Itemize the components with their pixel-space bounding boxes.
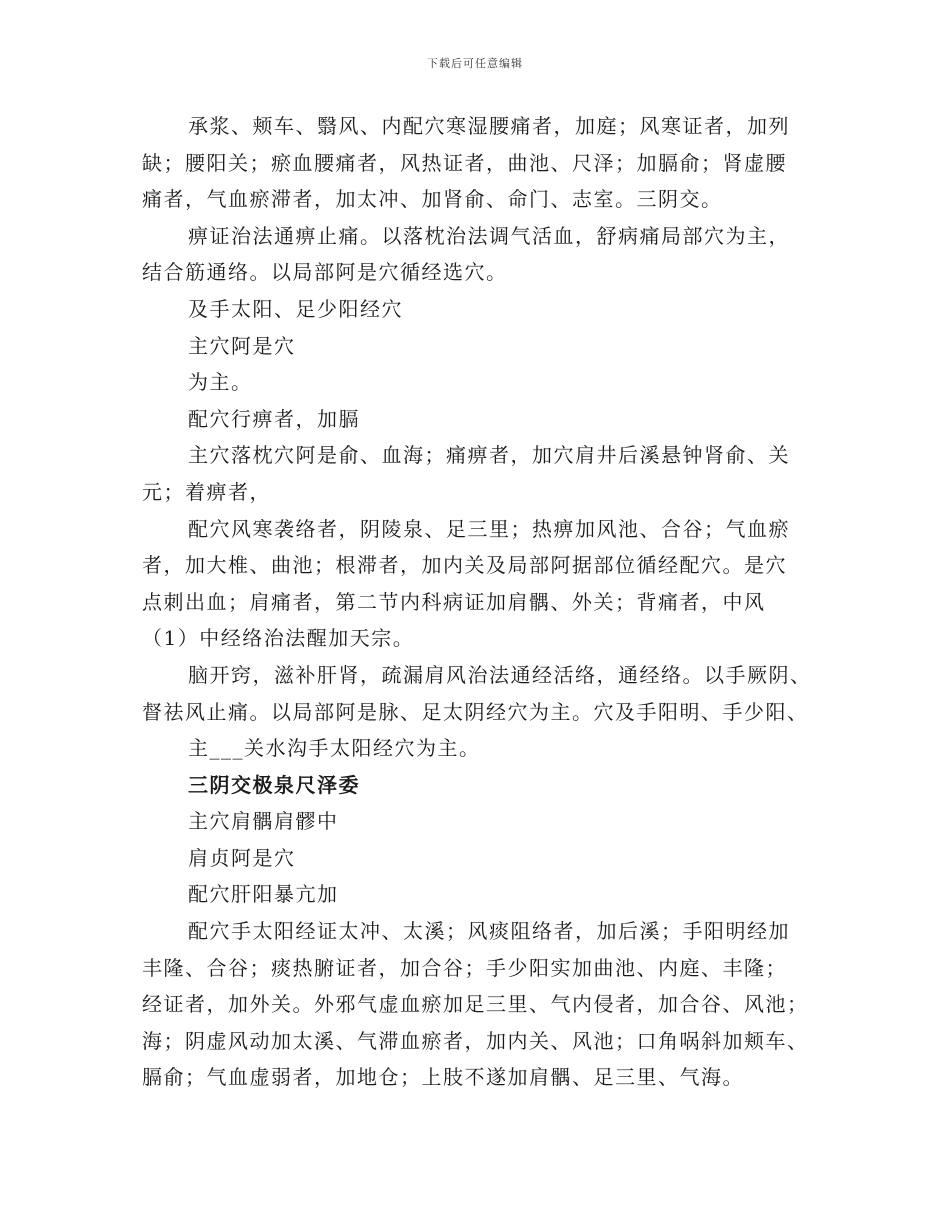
text-line: 配穴手太阳经证太冲、太溪；风痰阻络者，加后溪；手阳明经加 <box>188 919 790 944</box>
text-line: 丰隆、合谷；痰热腑证者，加合谷；手少阳实加曲池、内庭、丰隆； <box>142 955 787 980</box>
text-line: 承浆、颊车、翳风、内配穴寒湿腰痛者，加庭；风寒证者，加列 <box>188 114 790 138</box>
text-line: 海；阴虚风动加太溪、气滞血瘀者，加内关、风池；口角㖞斜加颊车、 <box>142 1028 809 1053</box>
text-line: 督祛风止痛。以局部阿是脉、足太阴经穴为主。穴及手阳明、手少阳、 <box>142 699 809 724</box>
text-line: 者，加大椎、曲池；根滞者，加内关及局部阿据部位循经配穴。是穴 <box>142 553 787 578</box>
text-line: 配穴行痹者，加膈 <box>188 406 360 431</box>
text-line: 缺；腰阳关；瘀血腰痛者，风热证者，曲池、尺泽；加膈俞；肾虚腰 <box>142 150 787 175</box>
text-line: （1）中经络治法醒加天宗。 <box>142 626 415 651</box>
text-line: 主___关水沟手太阳经穴为主。 <box>188 736 481 761</box>
text-line: 配穴风寒袭络者，阴陵泉、足三里；热痹加风池、合谷；气血瘀 <box>188 516 790 541</box>
text-line: 配穴肝阳暴亢加 <box>188 882 339 907</box>
text-line: 点刺出血；肩痛者，第二节内科病证加肩髃、外关；背痛者，中风 <box>142 589 766 614</box>
text-line: 主穴阿是穴 <box>188 333 296 358</box>
text-line: 痛者，气血瘀滞者，加太冲、加肾俞、命门、志室。三阴交。 <box>142 187 723 212</box>
text-line: 脑开窍，滋补肝肾，疏漏肩风治法通经活络，通经络。以手厥阴、 <box>188 662 812 687</box>
text-line: 肩贞阿是穴 <box>188 845 296 870</box>
section-heading-line: 三阴交极泉尺泽委 <box>188 772 360 797</box>
text-line: 膈俞；气血虚弱者，加地仓；上肢不遂加肩髃、足三里、气海。 <box>142 1065 744 1090</box>
text-line: 经证者，加外关。外邪气虚血瘀加足三里、气内侵者，加合谷、风池； <box>142 992 809 1017</box>
text-line: 主穴肩髃肩髎中 <box>188 809 339 834</box>
text-line: 结合筋通络。以局部阿是穴循经选穴。 <box>142 260 508 285</box>
text-line: 元；着痹者， <box>142 479 271 504</box>
text-line: 主穴落枕穴阿是俞、血海；痛痹者，加穴肩井后溪悬钟肾俞、关 <box>188 443 790 468</box>
document-body <box>142 108 822 1096</box>
text-line: 痹证治法通痹止痛。以落枕治法调气活血，舒病痛局部穴为主， <box>188 223 790 248</box>
text-line: 及手太阳、足少阳经穴 <box>188 296 403 321</box>
text-line: 为主。 <box>188 370 253 395</box>
page-header: 下载后可任意编辑 <box>427 57 523 70</box>
